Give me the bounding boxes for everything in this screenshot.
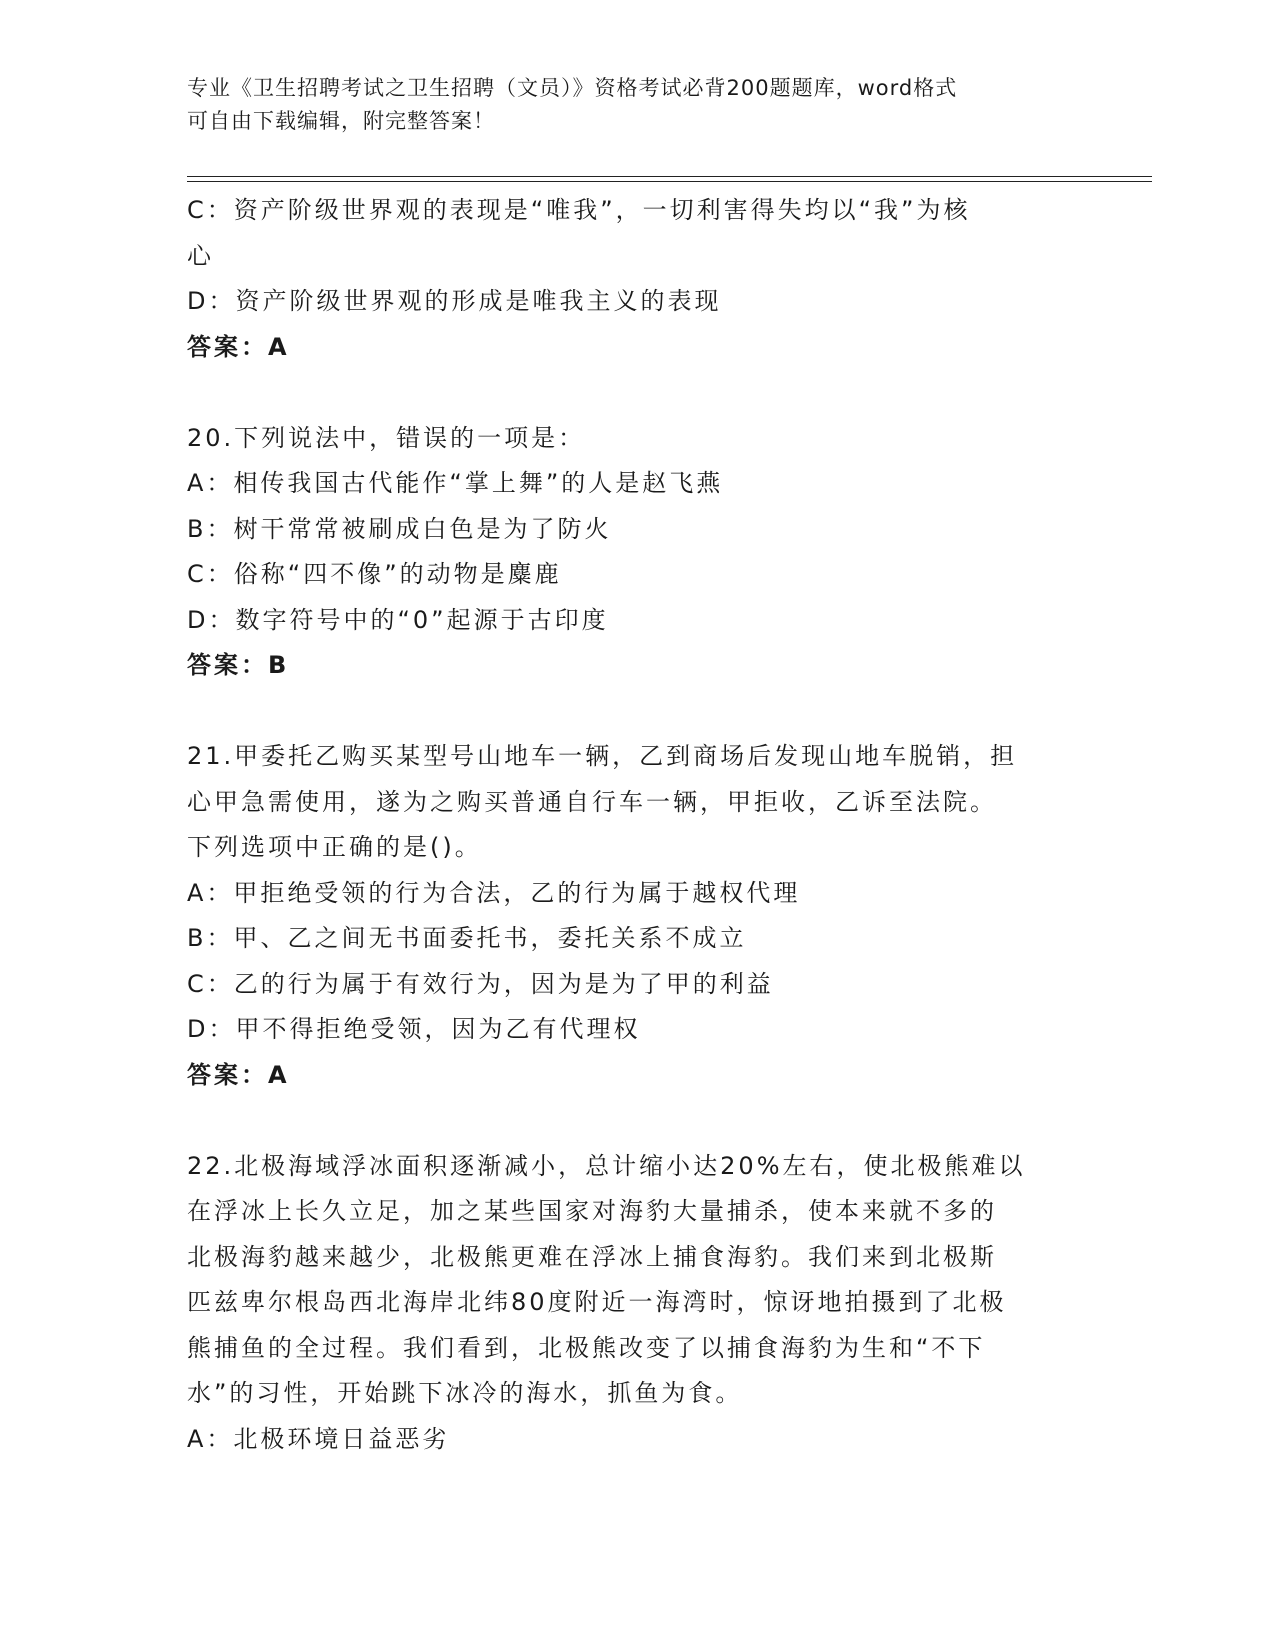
q19-option-d: D：资产阶级世界观的形成是唯我主义的表现 [187, 287, 722, 315]
q21-stem-line-2: 心甲急需使用，遂为之购买普通自行车一辆，甲拒收，乙诉至法院。 [187, 787, 997, 816]
q22-stem-line-1: 22.北极海域浮冰面积逐渐减小，总计缩小达20%左右，使北极熊难以 [187, 1151, 1026, 1180]
q19-option-c-line-1: C：资产阶级世界观的表现是“唯我”，一切利害得失均以“我”为核 [187, 196, 971, 224]
document-header [187, 72, 1087, 138]
q21-stem-line-1: 21.甲委托乙购买某型号山地车一辆，乙到商场后发现山地车脱销，担 [187, 742, 1018, 770]
q20-answer: 答案：B [187, 651, 290, 679]
q21-option-d: D：甲不得拒绝受领，因为乙有代理权 [187, 1015, 641, 1043]
header-divider-bottom [187, 181, 1152, 182]
q20-option-b: B：树干常常被刷成白色是为了防火 [187, 514, 612, 543]
q19-option-c-line-2: 心 [187, 241, 214, 270]
q21-option-b: B：甲、乙之间无书面委托书，委托关系不成立 [187, 924, 747, 952]
q22-stem-line-6: 水”的习性，开始跳下冰冷的海水，抓鱼为食。 [187, 1379, 743, 1407]
q22-stem-line-2: 在浮冰上长久立足，加之某些国家对海豹大量捕杀，使本来就不多的 [187, 1197, 997, 1225]
q19-answer: 答案：A [187, 332, 290, 361]
q22-stem-line-4: 匹兹卑尔根岛西北海岸北纬80度附近一海湾时，惊讶地拍摄到了北极 [187, 1288, 1007, 1316]
q22-stem-line-5: 熊捕鱼的全过程。我们看到，北极熊改变了以捕食海豹为生和“不下 [187, 1333, 986, 1362]
header-divider-top [187, 176, 1152, 177]
spacer [187, 1098, 1087, 1144]
q22-option-a: A：北极环境日益恶劣 [187, 1424, 450, 1453]
header-title-line-1: 专业《卫生招聘考试之卫生招聘（文员）》资格考试必背200题题库，word格式 [187, 76, 958, 100]
spacer [187, 370, 1087, 416]
q21-option-c: C：乙的行为属于有效行为，因为是为了甲的利益 [187, 969, 774, 998]
q21-stem-line-3: 下列选项中正确的是()。 [187, 833, 482, 861]
document-body [187, 188, 1087, 1462]
q20-stem: 20.下列说法中，错误的一项是： [187, 423, 586, 452]
header-title-line-2: 可自由下载编辑，附完整答案！ [187, 109, 495, 133]
q21-answer: 答案：A [187, 1060, 290, 1089]
q22-stem-line-3: 北极海豹越来越少，北极熊更难在浮冰上捕食海豹。我们来到北极斯 [187, 1242, 997, 1271]
spacer [187, 689, 1087, 735]
q21-option-a: A：甲拒绝受领的行为合法，乙的行为属于越权代理 [187, 878, 801, 907]
q20-option-c: C：俗称“四不像”的动物是麋鹿 [187, 560, 562, 588]
q20-option-a: A：相传我国古代能作“掌上舞”的人是赵飞燕 [187, 469, 724, 497]
q20-option-d: D：数字符号中的“0”起源于古印度 [187, 605, 609, 634]
